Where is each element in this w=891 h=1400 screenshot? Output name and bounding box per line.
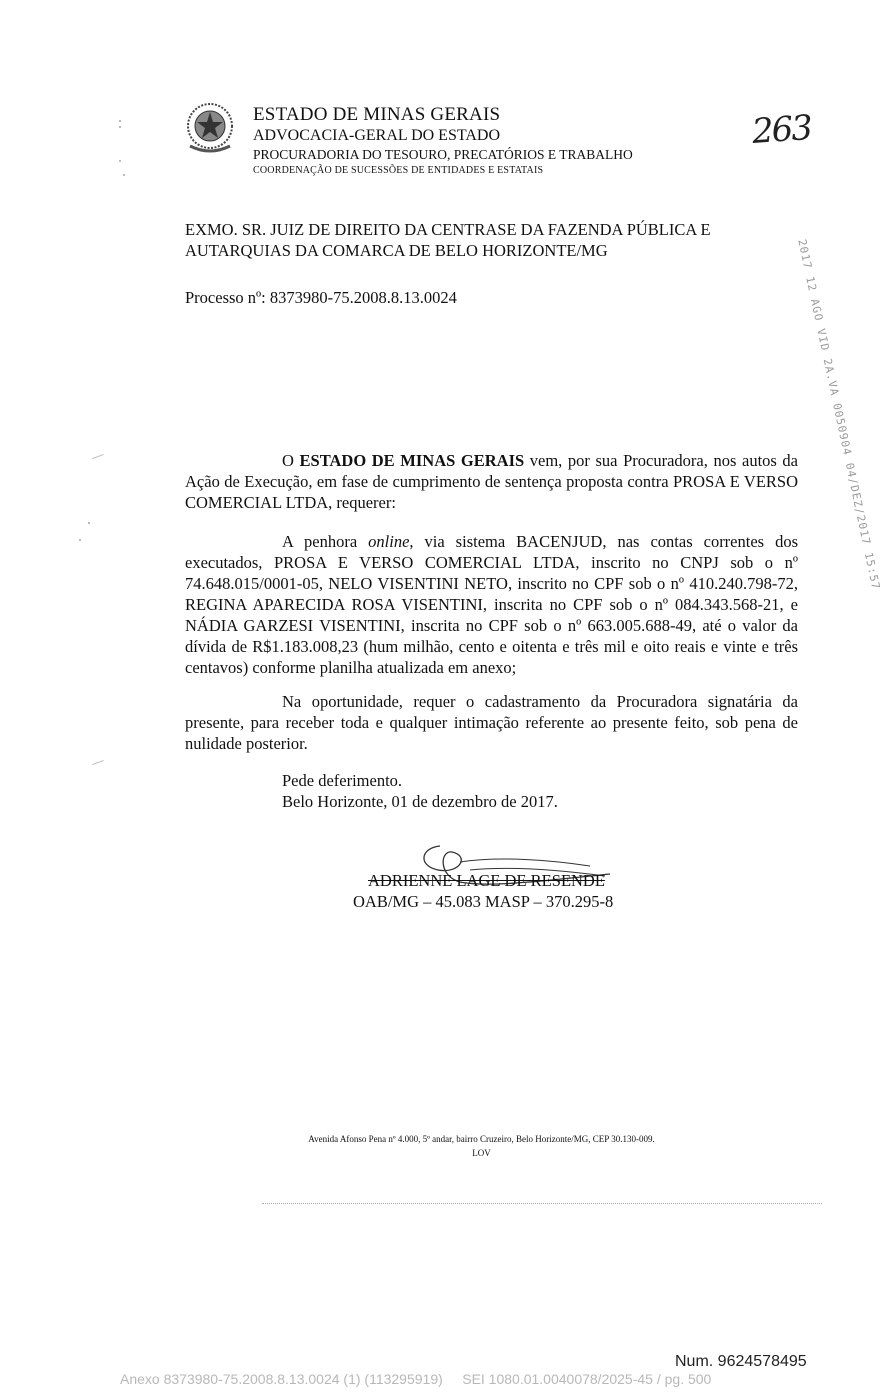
- header-state: ESTADO DE MINAS GERAIS: [253, 104, 501, 125]
- footer-divider: [262, 1203, 822, 1204]
- margin-mark: [79, 539, 81, 541]
- signatory-name: [368, 870, 605, 891]
- paragraph-seizure: [185, 531, 798, 678]
- protocol-stamp: 2017 12 AGO VID 2A.VA 0050904 04/DEZ/2017 15:57: [795, 238, 883, 592]
- para2-rest: , via sistema BACENJUD, nas contas correntes dos executados, PROSA E VERSO COMERCIAL LTDA, inscrito no CNPJ sob o nº 74.648.015/0001-05, NELO VISENTINI NETO, inscrito no CPF sob o nº 410.240.798-72, REGINA APARECIDA ROSA VISENTINI, inscrita no CPF sob o nº 084.343.568-21, e NÁDIA GARZESI VISENTINI, inscrita no CPF sob o nº 663.005.688-49, até o valor da dívida de R$1.183.008,23 (hum milhão, cento e oitenta e três mil e oito reais e vinte e três centavos) conforme planilha atualizada em anexo;: [185, 532, 799, 677]
- closing-place-date: Belo Horizonte, 01 de dezembro de 2017.: [282, 792, 558, 811]
- para3-text: Na oportunidade, requer o cadastramento da Procuradora signatária da presente, para receber toda e qualquer intimação referente ao presente feito, sob pena de nulidade posterior.: [185, 692, 798, 753]
- margin-mark: [88, 522, 90, 524]
- signatory-credentials: OAB/MG – 45.083 MASP – 370.295-8: [353, 892, 614, 911]
- paragraph-request: [185, 450, 798, 513]
- para2-start: A penhora: [282, 532, 369, 551]
- margin-mark: [92, 760, 104, 765]
- addressee: [185, 219, 798, 261]
- footer-initials: LOV: [472, 1148, 491, 1158]
- signatory-name-text: ADRIENNE LAGE DE RESENDE: [368, 871, 605, 890]
- para1-bold: ESTADO DE MINAS GERAIS: [299, 451, 525, 470]
- para2-italic: online: [368, 532, 410, 551]
- para1-rest: vem, por sua Procuradora, nos autos da Ação de Execução, em fase de cumprimento de sentença proposta contra PROSA E VERSO COMERCIAL LTDA, requerer:: [185, 451, 798, 512]
- paragraph-registration: [185, 691, 798, 754]
- margin-mark: [123, 174, 125, 176]
- addressee-line-1: EXMO. SR. JUIZ DE DIREITO DA CENTRASE DA FAZENDA PÚBLICA E: [185, 220, 711, 239]
- document-number: Num. 9624578495: [675, 1353, 807, 1370]
- margin-mark: [119, 120, 121, 122]
- process-number: Processo nº: 8373980-75.2008.8.13.0024: [185, 288, 457, 307]
- footer-address: Avenida Afonso Pena nº 4.000, 5º andar, bairro Cruzeiro, Belo Horizonte/MG, CEP 30.130-009.: [308, 1134, 655, 1144]
- header-agency: ADVOCACIA-GERAL DO ESTADO: [253, 127, 500, 144]
- handwritten-page-number: 263: [750, 107, 813, 153]
- margin-mark: [92, 454, 104, 459]
- coat-of-arms-icon: [184, 100, 236, 156]
- margin-mark: [119, 160, 121, 162]
- margin-mark: [119, 126, 121, 128]
- sei-reference: Anexo 8373980-75.2008.8.13.0024 (1) (113295919) SEI 1080.01.0040078/2025-45 / pg. 500: [120, 1371, 712, 1387]
- para1-start: O: [282, 451, 300, 470]
- header-coordination: COORDENAÇÃO DE SUCESSÕES DE ENTIDADES E ESTATAIS: [253, 165, 544, 176]
- addressee-line-2: AUTARQUIAS DA COMARCA DE BELO HORIZONTE/MG: [185, 241, 608, 260]
- header-department: PROCURADORIA DO TESOURO, PRECATÓRIOS E TRABALHO: [253, 147, 633, 162]
- closing: [282, 770, 558, 812]
- closing-request: Pede deferimento.: [282, 771, 403, 790]
